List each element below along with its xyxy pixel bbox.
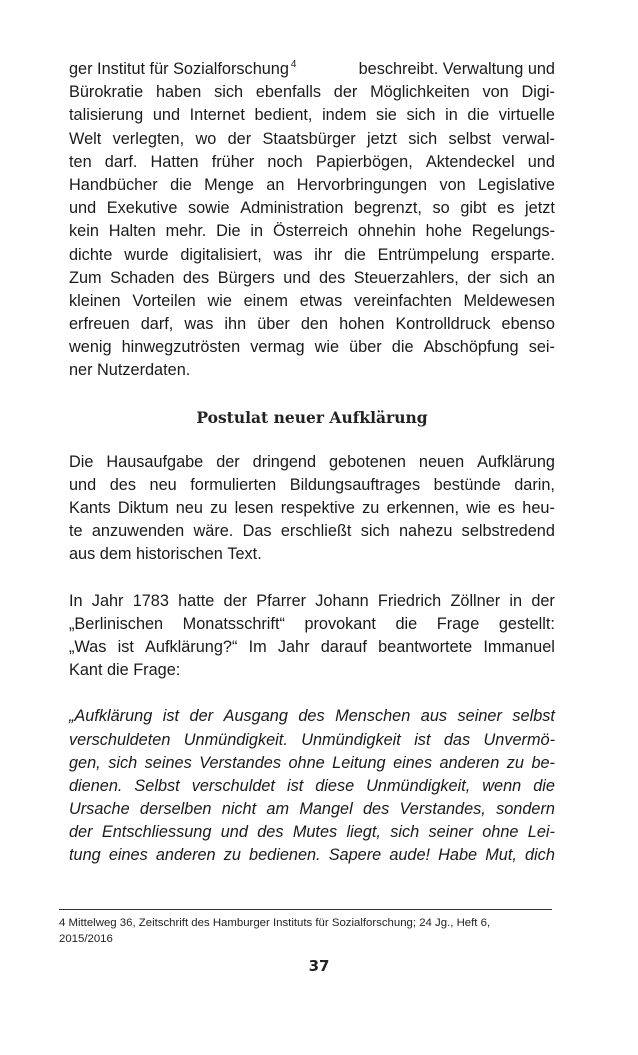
word: Die (216, 222, 241, 241)
word: was (273, 245, 303, 264)
word: haben (156, 83, 202, 102)
footnote (59, 915, 559, 947)
text-line (69, 474, 555, 497)
word: Administration (240, 199, 344, 218)
word: gebotenen (328, 452, 406, 471)
word: Nutzerdaten. (97, 361, 191, 380)
word: Frage: (133, 661, 181, 680)
word: des (257, 823, 284, 842)
word: darauf (320, 637, 367, 656)
word: In (69, 591, 83, 610)
word: ihr (314, 245, 333, 264)
word: seiner (428, 823, 473, 842)
text-line (69, 58, 555, 81)
word: formulierten (190, 475, 277, 494)
word: „Aufklärung (69, 707, 153, 726)
footnote-marker[interactable]: 4 (290, 59, 297, 70)
word: wenn (482, 776, 522, 795)
word: Jahr (91, 591, 124, 610)
word: früher (211, 152, 255, 171)
word: sich (360, 522, 390, 541)
word: anderen (155, 846, 216, 865)
word: Ursache (69, 800, 130, 819)
word: lesen (234, 499, 274, 517)
word: selbst (512, 707, 555, 726)
word: Kant (69, 661, 103, 680)
word: Steuerzahlers, (353, 268, 459, 287)
text-line (69, 104, 555, 127)
quote-line (69, 729, 555, 752)
word: liegt, (346, 823, 381, 842)
word: verwal- (502, 129, 555, 148)
word: Internet (189, 106, 245, 125)
word: darf, (140, 315, 174, 334)
word: Habe (438, 846, 478, 865)
word: dich (525, 846, 555, 865)
word: zu (223, 846, 241, 865)
word: diese (315, 776, 355, 795)
word: Unmündigkeit. (183, 730, 288, 749)
text-segment: beschreibt. Verwaltung und (358, 60, 555, 78)
word: Legislative (478, 175, 555, 194)
word: der (333, 83, 358, 102)
word: Papierbögen, (315, 152, 413, 171)
word: des (182, 268, 210, 287)
word: eines (393, 753, 433, 772)
word: digitalisiert, (180, 245, 262, 264)
word: nicht (221, 800, 257, 819)
word: Kontrolldruck (395, 315, 491, 334)
word: virtuelle (498, 106, 555, 125)
word: Exekutive (106, 199, 178, 218)
word: beantwortete (378, 637, 473, 656)
word: des (318, 268, 346, 287)
word: Die (69, 452, 94, 471)
word: mehr. (165, 222, 207, 241)
word: hohen (339, 315, 385, 334)
word: Bildungsauftrages (289, 475, 421, 494)
word: des (298, 707, 325, 726)
word: Menschen (335, 707, 411, 726)
word: indem (322, 106, 367, 125)
word: aude! (389, 846, 431, 865)
word: sich (108, 753, 138, 772)
word: derselben (139, 800, 212, 819)
quote-line (69, 705, 555, 728)
word: „Berlinischen (69, 614, 164, 633)
word: dichte (69, 245, 113, 264)
word: Verstandes (199, 753, 281, 772)
word: respektive (280, 499, 355, 517)
text-line (69, 220, 555, 243)
word: talisierung (69, 106, 144, 125)
word: der (69, 823, 93, 842)
word: so (432, 199, 450, 218)
word: Mangel (299, 800, 353, 819)
word: Unmündigkeit, (366, 776, 471, 795)
word: wie (314, 338, 340, 357)
text-line (69, 636, 555, 659)
word: Aktendeckel (425, 152, 515, 171)
word: aus (420, 707, 448, 726)
word: verlegten, (112, 129, 185, 148)
word: Text. (227, 545, 262, 564)
word: Hausaufgabe (106, 452, 204, 471)
word: ersparte. (490, 245, 555, 264)
word: tung (69, 846, 101, 865)
word: ist (162, 707, 180, 726)
word: erschließt (280, 522, 352, 541)
footnote-line: 2015/2016 (59, 933, 113, 945)
text-line (69, 81, 555, 104)
word: zu (210, 499, 228, 517)
word: ohne (482, 823, 519, 842)
word: Das (242, 522, 272, 541)
word: historischen (135, 545, 223, 564)
word: neu (175, 499, 203, 517)
word: Friedrich (377, 591, 442, 610)
word: zu (506, 753, 524, 772)
word: bestünde (433, 475, 501, 494)
word: einem (243, 291, 288, 310)
word: Ausgang (223, 707, 288, 726)
word: Pfarrer (256, 591, 307, 610)
word: sich (499, 268, 529, 287)
word: gibt (460, 199, 487, 218)
word: jetzt (525, 199, 555, 218)
page-number: 37 (308, 957, 330, 975)
word: und (152, 106, 181, 125)
text-line (69, 590, 555, 613)
quote-line (69, 752, 555, 775)
word: vermag (250, 338, 305, 357)
word: bedienen. (249, 846, 321, 865)
word: etwas (299, 291, 343, 310)
word: wo (195, 129, 217, 148)
text-line (69, 174, 555, 197)
word: eines (108, 846, 148, 865)
kant-quote (69, 705, 555, 867)
word: ist (286, 776, 304, 795)
word: was (184, 315, 214, 334)
page-body (69, 58, 555, 891)
word: Österreich (272, 222, 349, 241)
paragraph-1 (69, 58, 555, 383)
quote-line (69, 821, 555, 844)
word: begrenzt, (354, 199, 422, 218)
word: und (69, 199, 97, 218)
word: Halten (108, 222, 156, 241)
word: an (536, 268, 555, 287)
word: die (107, 661, 129, 680)
word: erfreuen (69, 315, 130, 334)
word: Bürgers (217, 268, 275, 287)
word: kleinen (69, 291, 121, 310)
word: ist (414, 730, 431, 749)
word: Welt (69, 129, 102, 148)
word: Bürokratie (69, 83, 144, 102)
word: der (216, 452, 240, 471)
word: ohnehin (357, 222, 416, 241)
footnote-line: 4 Mittelweg 36, Zeitschrift des Hamburger Instituts für Sozialforschung; 24 Jg., Heft 6, (59, 917, 491, 929)
word: am (266, 800, 290, 819)
word: Aufklärung (477, 452, 555, 471)
word: hohe (425, 222, 462, 241)
quote-line (69, 844, 555, 867)
word: in (250, 222, 264, 241)
word: Möglichkeiten (370, 83, 470, 102)
word: die (344, 245, 366, 264)
word: Hatten (150, 152, 199, 171)
word: wenig (69, 338, 112, 357)
word: neu (149, 475, 177, 494)
word: sei- (528, 338, 555, 357)
word: Digi- (521, 83, 555, 102)
word: es (497, 499, 516, 517)
word: Mut, (485, 846, 517, 865)
word: Schaden (110, 268, 175, 287)
word: sowie (187, 199, 230, 218)
text-line (69, 359, 555, 382)
word: über (349, 338, 382, 357)
word: die (391, 338, 414, 357)
word: sondern (496, 800, 555, 819)
word: Menge (204, 175, 254, 194)
text-line (69, 244, 555, 267)
word: nahezu (398, 522, 453, 541)
word: wie (466, 499, 491, 517)
word: Abschöpfung (423, 338, 519, 357)
word: sich (390, 823, 420, 842)
word: be- (531, 753, 555, 772)
word: anzuwenden (91, 522, 185, 541)
word: Sapere (328, 846, 382, 865)
word: darin, (514, 475, 555, 494)
word: der (223, 591, 248, 610)
word: sich (406, 106, 436, 125)
word: wäre. (193, 522, 234, 541)
word: Meldewesen (463, 291, 555, 310)
word: dienen. (69, 776, 123, 795)
word: ohne (288, 753, 325, 772)
paragraph-2 (69, 451, 555, 567)
text-line (69, 659, 555, 682)
quote-line (69, 798, 555, 821)
word: ebenso (501, 315, 555, 334)
word: provokant (304, 614, 376, 633)
word: Frage (436, 614, 480, 633)
word: Vorteilen (132, 291, 196, 310)
text-line (69, 197, 555, 220)
word: Aufklärung?“ (145, 637, 238, 656)
word: der (227, 129, 252, 148)
word: hinwegzutrösten (121, 338, 241, 357)
word: Regelungs- (471, 222, 555, 241)
word: den (300, 315, 329, 334)
word: dringend (252, 452, 317, 471)
section-heading: Postulat neuer Aufklärung (196, 407, 428, 427)
word: Kants (69, 499, 111, 517)
word: kein (69, 222, 99, 241)
word: Lei- (527, 823, 555, 842)
word: Zum (69, 268, 102, 287)
word: seiner (457, 707, 502, 726)
word: ten (69, 152, 92, 171)
word: verschuldeten (69, 730, 171, 749)
word: Entrümpelung (377, 245, 479, 264)
word: in (445, 106, 458, 125)
word: Hervorbringungen (296, 175, 428, 194)
word: Unvermö- (483, 730, 555, 749)
word: die (170, 175, 192, 194)
word: Zöllner (450, 591, 501, 610)
word: Mutes (292, 823, 338, 842)
word: Staatsbürger (262, 129, 356, 148)
word: der (467, 268, 491, 287)
text-segment-words: ger Institut für Sozialforschung (69, 60, 289, 78)
word: Leitung (332, 753, 386, 772)
word: und (527, 152, 555, 171)
text-line (69, 151, 555, 174)
word: seines (144, 753, 192, 772)
word: der (531, 591, 555, 610)
word: an (266, 175, 285, 194)
word: es (497, 199, 515, 218)
word: aus (69, 545, 96, 564)
word: Diktum (117, 499, 169, 517)
word: gestellt: (498, 614, 555, 633)
word: und (69, 475, 97, 494)
text-line (69, 267, 555, 290)
word: die (467, 106, 490, 125)
text-line (69, 128, 555, 151)
word: hatte (178, 591, 215, 610)
word: Handbücher (69, 175, 158, 194)
text-line (69, 451, 555, 474)
word: sie (376, 106, 397, 125)
quote-line (69, 775, 555, 798)
word: te (69, 522, 83, 541)
word: noch (267, 152, 303, 171)
word: Unmündigkeit (301, 730, 401, 749)
text-segment (69, 58, 300, 81)
word: wurde (124, 245, 169, 264)
word: die (395, 614, 418, 633)
word: Immanuel (483, 637, 555, 656)
word: Johann (315, 591, 369, 610)
word: über (257, 315, 290, 334)
word: der (189, 707, 214, 726)
word: darf. (104, 152, 138, 171)
word: in (509, 591, 523, 610)
word: heu- (522, 499, 555, 517)
word: Im (248, 637, 267, 656)
word: selbstredend (461, 522, 555, 541)
word: sich (214, 83, 244, 102)
word: die (533, 776, 555, 795)
word: Verstandes, (399, 800, 486, 819)
word: erkennen, (386, 499, 459, 517)
word: „Was (69, 637, 107, 656)
word: Selbst (134, 776, 180, 795)
word: Monatsschrift“ (182, 614, 285, 633)
word: ihn (224, 315, 247, 334)
text-line (69, 543, 555, 566)
text-line (69, 613, 555, 636)
word: neuen (418, 452, 465, 471)
word: dem (99, 545, 132, 564)
word: Entschliessung (101, 823, 212, 842)
text-line (69, 313, 555, 336)
word: verschuldet (191, 776, 275, 795)
text-line (69, 497, 555, 520)
footnote-divider (59, 909, 552, 910)
word: sich (408, 129, 438, 148)
word: des (363, 800, 390, 819)
word: von (482, 83, 509, 102)
word: zu (362, 499, 380, 517)
text-line (69, 336, 555, 359)
word: und (283, 268, 311, 287)
word: und (220, 823, 248, 842)
word: ebenfalls (255, 83, 321, 102)
word: von (439, 175, 466, 194)
word: des (109, 475, 136, 494)
word: bedient, (254, 106, 313, 125)
word: anderen (439, 753, 500, 772)
word: selbst (448, 129, 492, 148)
word: gen, (69, 753, 101, 772)
word: jetzt (367, 129, 397, 148)
text-line (69, 520, 555, 543)
text-line (69, 290, 555, 313)
word: vereinfachten (354, 291, 452, 310)
word: ist (117, 637, 134, 656)
word: Jahr (277, 637, 310, 656)
paragraph-3 (69, 590, 555, 683)
word: ner (69, 361, 93, 380)
word: 1783 (132, 591, 169, 610)
word: das (443, 730, 471, 749)
word: wie (207, 291, 232, 310)
